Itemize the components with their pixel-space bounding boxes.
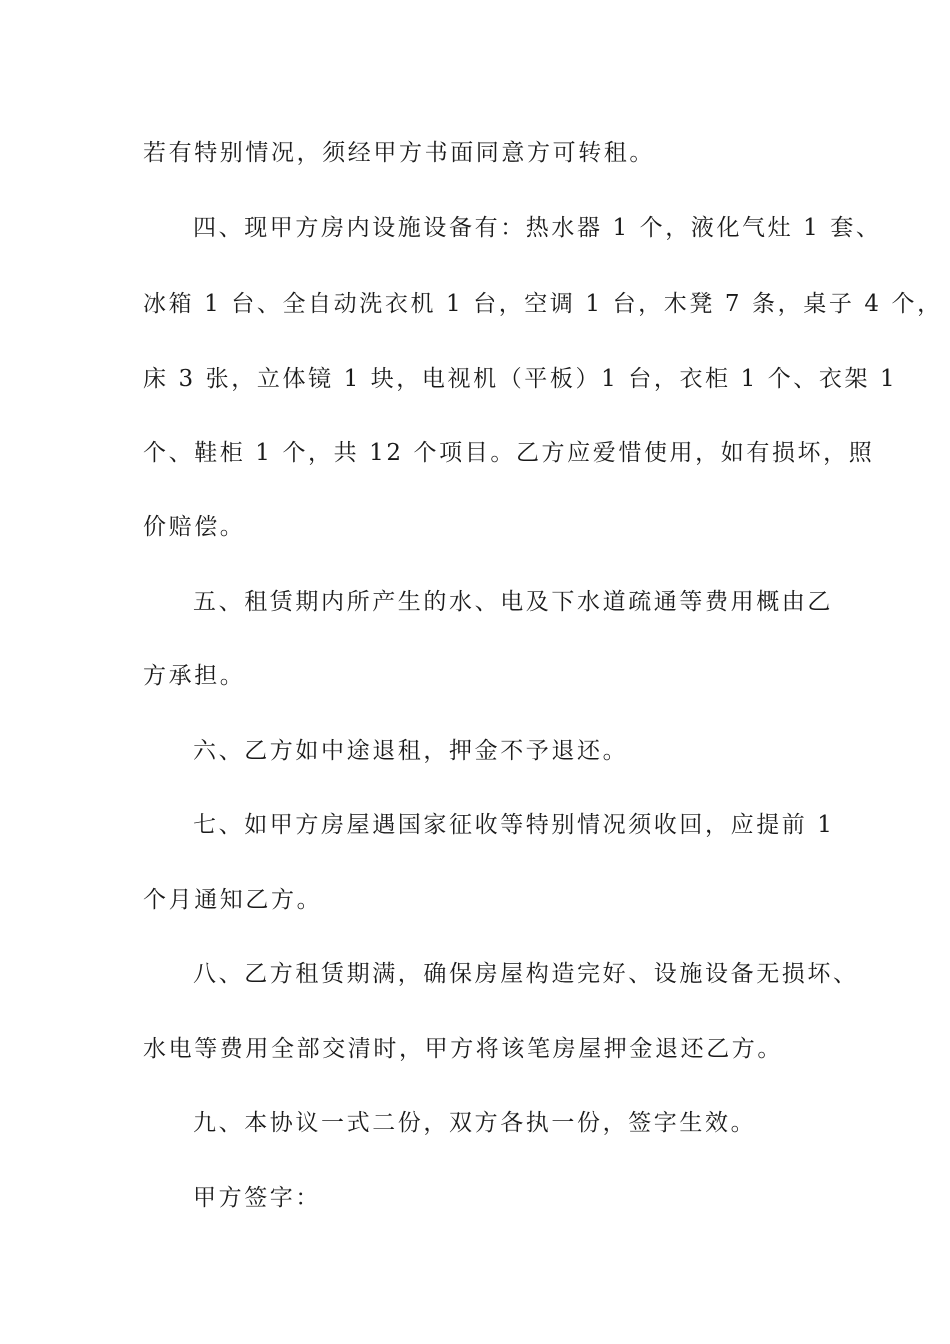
text-line: 若有特别情况，须经甲方书面同意方可转租。 <box>143 140 655 166</box>
signature-label: 甲方签字： <box>193 1185 321 1211</box>
text-line: 个、鞋柜 1 个，共 12 个项目。乙方应爱惜使用，如有损坏，照 <box>143 440 875 466</box>
text-line: 方承担。 <box>143 663 246 689</box>
text-line: 床 3 张，立体镜 1 块，电视机（平板）1 台，衣柜 1 个、衣架 1 <box>143 366 898 392</box>
text-line: 八、乙方租赁期满，确保房屋构造完好、设施设备无损坏、 <box>193 961 859 987</box>
text-line: 四、现甲方房内设施设备有：热水器 1 个，液化气灶 1 套、 <box>193 215 882 241</box>
text-line: 冰箱 1 台、全自动洗衣机 1 台，空调 1 台，木凳 7 条，桌子 4 个， <box>143 291 943 317</box>
text-line: 六、乙方如中途退租，押金不予退还。 <box>193 738 629 764</box>
text-line: 水电等费用全部交清时，甲方将该笔房屋押金退还乙方。 <box>143 1036 783 1062</box>
text-line: 个月通知乙方。 <box>143 887 323 913</box>
text-line: 七、如甲方房屋遇国家征收等特别情况须收回，应提前 1 <box>193 812 835 838</box>
text-line: 五、租赁期内所产生的水、电及下水道疏通等费用概由乙 <box>193 589 833 615</box>
text-line: 价赔偿。 <box>143 514 246 540</box>
text-line: 九、本协议一式二份，双方各执一份，签字生效。 <box>193 1110 757 1136</box>
